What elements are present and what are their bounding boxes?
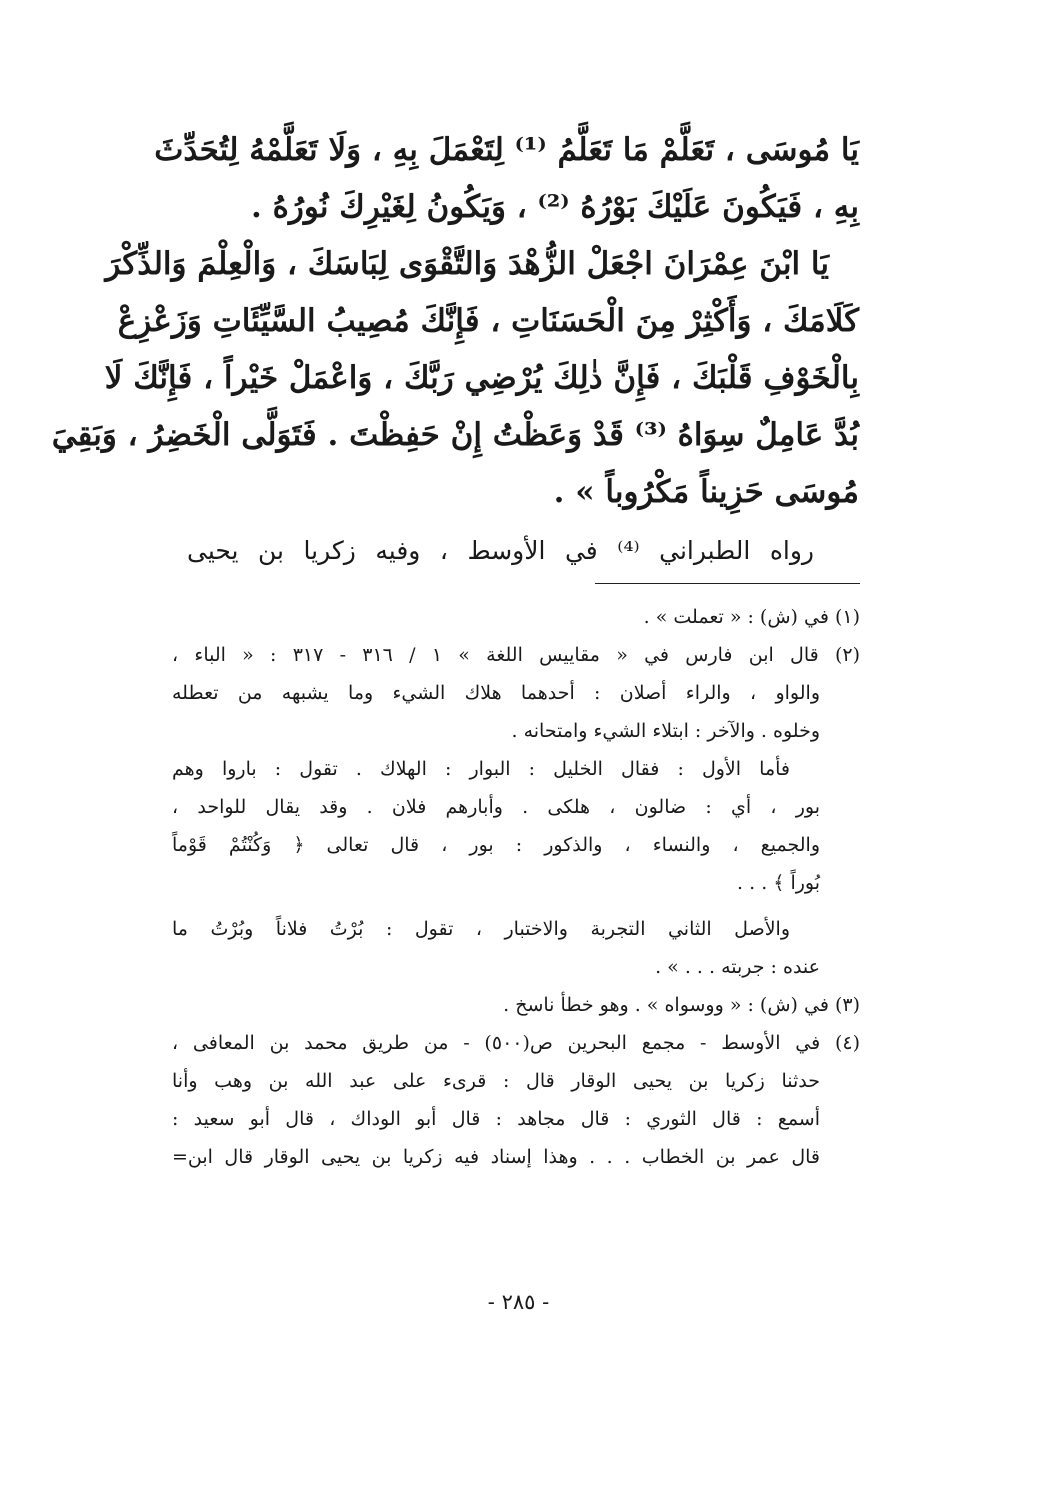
footnote-line: بُوراً ﴾ . . . (737, 872, 820, 894)
main-text-line: يَا مُوسَى ، تَعَلَّمْ مَا تَعَلَّمُ ⁽¹⁾ لِتَعْمَلَ بِهِ ، وَلَا تَعَلَّمْهُ لِتُحَدِّثَ (154, 132, 859, 168)
narration-text: رواه الطبراني ⁽⁴⁾ في الأوسط ، وفيه زكريا بن يحيى (187, 536, 815, 565)
main-text-line: يَا ابْنَ عِمْرَانَ اجْعَلْ الزُّهْدَ وَالتَّقْوَى لِبَاسَكَ ، وَالْعِلْمَ وَالذِّكْرَ (105, 246, 829, 282)
footnote-line: بور ، أي : ضالون ، هلكى . وأبارهم فلان . وقد يقال للواحد ، (172, 796, 820, 818)
footnote-line: والواو ، والراء أصلان : أحدهما هلاك الشيء وما يشبهه من تعطله (172, 682, 820, 704)
main-text-block (51, 122, 859, 521)
main-text-line: مُوسَى حَزِيناً مَكْرُوباً » . (553, 474, 859, 510)
footnote-line: وخلوه . والآخر : ابتلاء الشيء وامتحانه . (511, 720, 820, 742)
main-text-line: كَلَامَكَ ، وَأَكْثِرْ مِنَ الْحَسَنَاتِ ، فَإِنَّكَ مُصِيبُ السَّيِّئَاتِ وَزَعْزِعْ (117, 303, 859, 339)
main-text-line: بِالْخَوْفِ قَلْبَكَ ، فَإِنَّ ذٰلِكَ يُرْضِي رَبَّكَ ، وَاعْمَلْ خَيْراً ، فَإِنَّكَ لَا (104, 360, 859, 396)
main-text-line: بِهِ ، فَيَكُونَ عَلَيْكَ بَوْرُهُ ⁽²⁾ ، وَيَكُونُ لِغَيْرِكَ نُورُهُ . (251, 189, 859, 225)
footnote-line: قال عمر بن الخطاب . . . وهذا إسناد فيه زكريا بن يحيى الوقار قال ابن= (172, 1146, 820, 1168)
footnote-line: فأما الأول : فقال الخليل : البوار : الهلاك . تقول : باروا وهم (172, 758, 790, 780)
footnote-line: (١) في (ش) : « تعملت » . (643, 606, 860, 628)
footnote-line: حدثنا زكريا بن يحيى الوقار قال : قرىء على عبد الله بن وهب وأنا (172, 1070, 820, 1092)
footnote-line: عنده : جربته . . . » . (655, 956, 820, 978)
footnote-line: (٣) في (ش) : « ووسواه » . وهو خطأ ناسخ . (503, 994, 860, 1016)
footnote-line: أسمع : قال الثوري : قال مجاهد : قال أبو الوداك ، قال أبو سعيد : (172, 1108, 820, 1130)
footnote-line: والأصل الثاني التجربة والاختبار ، تقول : بُرْتُ فلاناً وبُرْتُ ما (172, 918, 790, 940)
footnotes-block (172, 598, 860, 1176)
footnote-line: والجميع ، والنساء ، والذكور : بور ، قال تعالى ﴿ وَكُنْتُمْ قَوْماً (172, 834, 820, 856)
main-text-line: بُدَّ عَامِلٌ سِوَاهُ ⁽³⁾ قَدْ وَعَظْتُ إِنْ حَفِظْتَ . فَتَوَلَّى الْخَضِرُ ، وَبَقِيَ (51, 417, 859, 453)
footnote-line: (٤) في الأوسط - مجمع البحرين ص(٥٠٠) - من طريق محمد بن المعافى ، (172, 1032, 860, 1054)
footnote-line: (٢) قال ابن فارس في « مقاييس اللغة » ١ / ٣١٦ - ٣١٧ : « الباء ، (172, 644, 861, 666)
footnote-separator (595, 583, 860, 584)
page-number: - ٢٨٥ - (487, 1290, 550, 1314)
narration-line (187, 522, 859, 579)
